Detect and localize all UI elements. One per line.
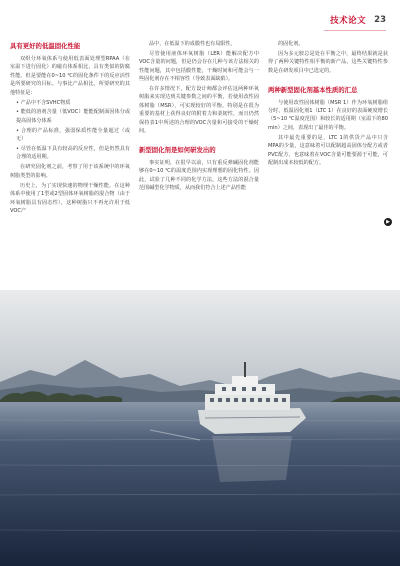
paragraph: 在研究固化剂之前，考察了用于该系统中的环氧树脂类型的影响。 (10, 164, 130, 179)
bullet-item: • 产品中不含SVHC物质 (16, 99, 71, 106)
paragraph: 品中，在低温下的成膜性也有局限性。 (149, 41, 236, 47)
paragraph: 尽管使用液体环氧树脂（LER）能解决配方中VOC含量的问题，但是仍会存在几种与该方法相关的性能问题，其中包括膜性能，干燥时间和可能会与一些固化剂存在不相容性（导致表面缺陷）。 (139, 50, 259, 83)
paragraph: 因为多元胺总是处在平衡之中，最终结果就是获得了两种关键特性相平衡的新产品，这些关键特性参数是在研发项目中已选定的。 (268, 50, 388, 74)
paragraph: 在许多情况下，配方设计师都会评估这两种环氧树脂来实现达到关键参数之间的平衡，若使用改性固体树脂（MSR），可实现较好的平衡，特别是在很为重要的基材上获得良好的附着力和柔韧性，而且仍然保持表1中所述的合理的VOC含量和可接受的干燥时间。 (139, 86, 259, 135)
paragraph: 其中最先重要的是，LTC 1的供货产品中只含MPA的少量，这意味着可以配制超高固体分配方或者PVC配方，也意味着在VOC含量可能要源于可能，可配制出成本较低的配方。 (268, 134, 388, 166)
article-body (10, 40, 390, 290)
section-title: 技术论文 (330, 16, 367, 26)
heading-low-temp-cure: 具有更好的低温固化性能 (10, 42, 81, 50)
lake-ship-photo (0, 290, 400, 566)
column-1 (10, 40, 130, 290)
column-3 (268, 40, 388, 290)
lake-water (0, 402, 400, 566)
triangle-right-icon[interactable]: ▶ (384, 218, 392, 226)
header-rule (324, 30, 386, 31)
page-number: 23 (374, 15, 386, 25)
photo-illustration (0, 290, 400, 566)
heading-new-curing-agent: 新型固化剂是如何研发出的 (139, 145, 216, 154)
paragraph: 事实证明，在很早以前，只有重反弹碱固化剂能够在0~10 ℃的温度范围内实现理想的固化特性。因此，试验了几种不同的化学方法，这些方法的混合量范围碱型化学物质，从而我们符合上述产品性能 (139, 159, 259, 192)
page-header (330, 12, 386, 28)
paragraph: 与使用改性固体树脂（MSR 1）作为环氧树脂组分时，低温固化剂1（LTC 1）在良好的表面硬度增长（5~10 ℃温度范围）和较长的适用期（室温下的80 min）之间，表现出了最佳的平衡。 (268, 99, 388, 131)
bullet-item: • 合理的产品标准，强弱保质性能全量超过（或无） (16, 127, 130, 143)
bullet-item: • 能低的溶剂含量（低VOC）能能配制面因体分或提高固体分体系 (16, 109, 130, 124)
heading-properties-summary: 两种新型固化剂基本性质的汇总 (268, 85, 358, 94)
paragraph: 双组分环氧体系与使用低表面处理型RPAA（在室温下进行固化）的磁有体系相比，具有类似的防腐性能。但是要能在0~10 ℃的固化条件下的反应活性是所要研究的目标。与事比产品相比，所要研究的其他特征是： (10, 56, 130, 96)
column-2 (139, 40, 259, 290)
paragraph: 历史上，为了实现快速的物理干燥性能，在这种体系中使用了1型或2型固体环氧树脂的混合物（由于环氧树脂具有固态性），这种树脂只不再允许用于低VOC产 (10, 182, 130, 214)
bullet-item: • 尽管在低温下具有较高的反应性，但是仍然具有合理的适用期。 (16, 146, 130, 161)
paragraph: 的固化剂。 (278, 41, 304, 47)
